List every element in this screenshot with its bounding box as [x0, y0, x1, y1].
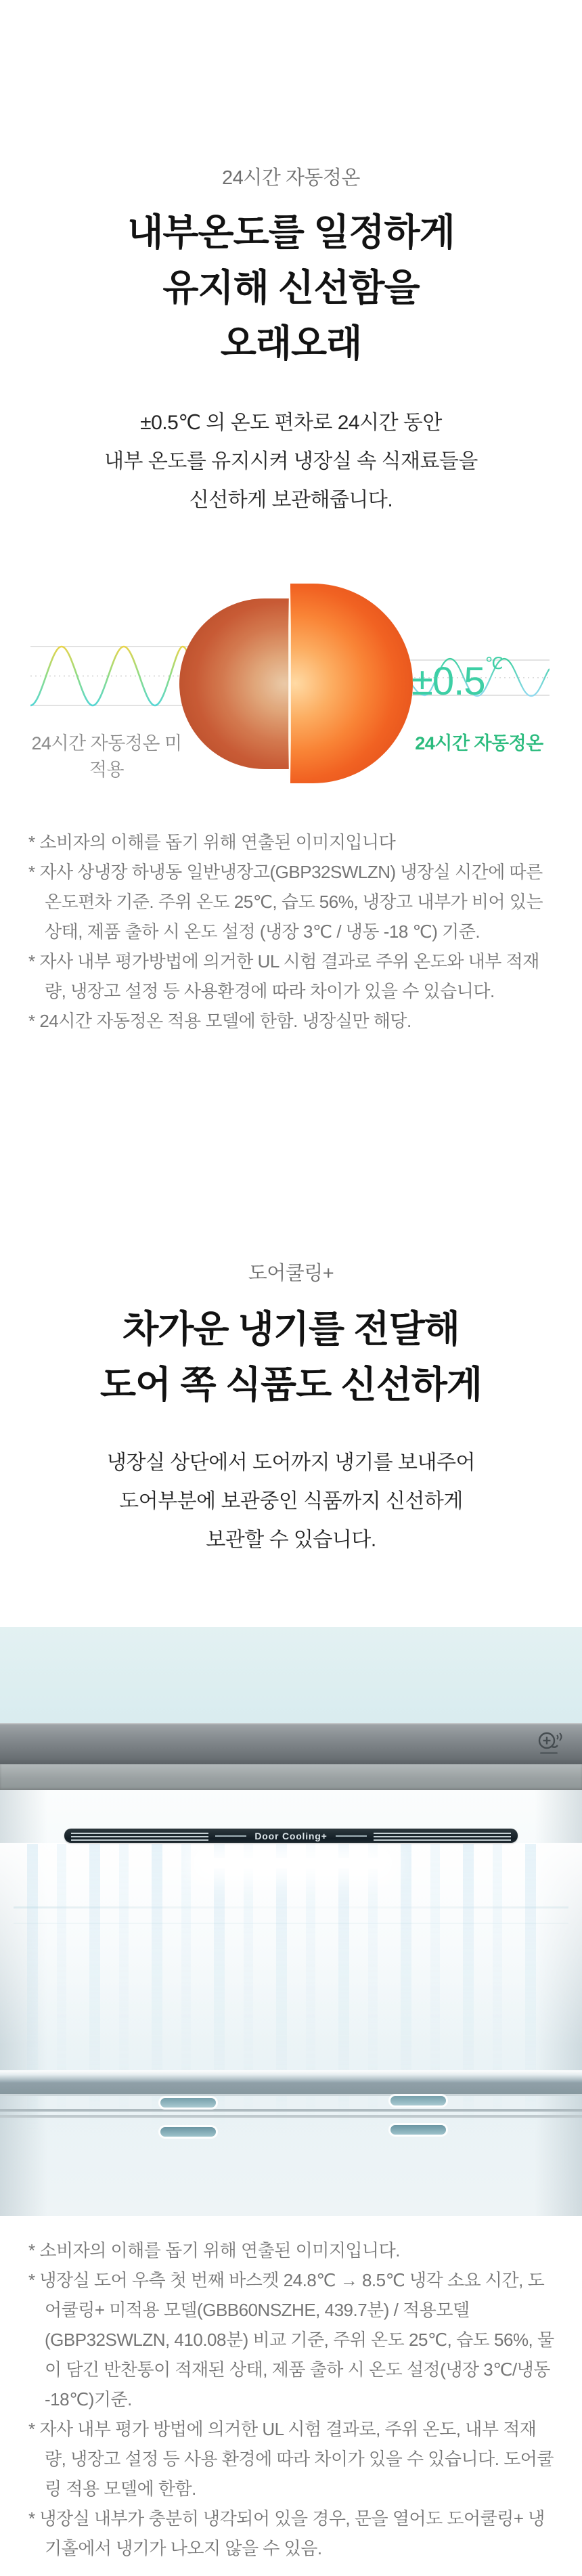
tomato-half-dull	[179, 598, 289, 769]
title-line: 차가운 냉기를 전달해	[122, 1308, 460, 1350]
footnote: * 자사 내부 평가방법에 의거한 UL 시험 결과로 주위 온도와 내부 적재량, 냉장고 설정 등 사용환경에 따라 차이가 있을 수 있습니다.	[28, 951, 539, 1001]
vent-grille-left	[71, 1831, 208, 1841]
tomato-cut-line	[288, 588, 291, 779]
door-cooling-vent	[64, 1829, 518, 1843]
cold-air-slot	[390, 2125, 446, 2135]
footnote: * 24시간 자동정온 적용 모델에 한함. 냉장실만 해당.	[28, 1011, 411, 1031]
subtitle-line: ±0.5℃ 의 온도 편차로 24시간 동안	[140, 412, 442, 434]
cold-air-slot	[390, 2096, 446, 2105]
footnote: * 냉장실 내부가 충분히 냉각되어 있을 경우, 문을 열어도 도어쿨링+ 냉기홀에서 냉기가 나오지 않을 수 있음.	[28, 2508, 545, 2558]
title-line: 내부온도를 일정하게	[127, 211, 455, 253]
footnote: * 소비자의 이해를 돕기 위해 연출된 이미지입니다.	[28, 2240, 401, 2261]
tomato-image	[179, 584, 413, 783]
auto-temp-figure	[0, 575, 582, 799]
subtitle-line: 도어부분에 보관중인 식품까지 신선하게	[119, 1490, 463, 1512]
fridge-interior	[0, 1790, 582, 2216]
vent-grille-right	[374, 1831, 511, 1841]
drawer-rail-top	[0, 2109, 582, 2112]
vent-light-glow	[203, 1858, 382, 1869]
subtitle-line: 신선하게 보관해줍니다.	[189, 489, 393, 511]
vent-dash-right	[336, 1835, 367, 1837]
cold-air-slot	[160, 2098, 216, 2108]
section-door-cooling-subtitle	[0, 1443, 582, 1559]
section-door-cooling-eyebrow: 도어쿨링+	[248, 1263, 334, 1284]
section-auto-temp-title	[0, 204, 582, 371]
temp-delta-value: ±0.5	[411, 659, 485, 703]
vent-label	[215, 1831, 366, 1841]
vent-dash-left	[215, 1835, 246, 1837]
fridge-cabinet-edge	[0, 1764, 582, 1790]
title-line: 도어 쪽 식품도 신선하게	[99, 1363, 483, 1405]
temp-delta-unit: ℃	[485, 655, 503, 673]
footnote: * 자사 상냉장 하냉동 일반냉장고(GBP32SWLZN) 냉장실 시간에 따른 온도편차 기준. 주위 온도 25℃, 습도 56%, 냉장고 내부가 비어 있는 상태, 제품 출하 시 온도 설정 (냉장 3℃ / 냉동 -18 ℃) 기준.	[28, 862, 543, 942]
footnote: * 자사 내부 평가 방법에 의거한 UL 시험 결과로, 주위 온도, 내부 적재량, 냉장고 설정 등 사용 환경에 따라 차이가 있을 수 있습니다. 도어쿨링 적용 모델에 한함.	[28, 2419, 554, 2499]
section-auto-temp-subtitle	[0, 403, 582, 519]
care-plus-icon	[535, 1730, 566, 1760]
shelf-front-trim	[0, 2082, 582, 2094]
door-cooling-figure	[0, 1627, 582, 2216]
background-wall	[0, 1627, 582, 1723]
door-cooling-footnotes	[28, 2235, 556, 2563]
temp-delta-badge	[411, 654, 502, 704]
caption-with-feature: 24시간 자동정온	[415, 733, 543, 754]
footnote: * 냉장실 도어 우측 첫 번째 바스켓 24.8℃ → 8.5℃ 냉각 소요 시간, 도어쿨링+ 미적용 모델(GBB60NSZHE, 439.7분) / 적용모델 (GBP32SWLZN, 410.08분) 비교 기준, 주위 온도 25℃, 습도 56%, 물이 담긴 반찬통이 적재된 상태, 제품 출하 시 온도 설정(냉장 3℃/냉동 -18℃)기준.	[28, 2270, 554, 2409]
section-door-cooling-title	[0, 1301, 582, 1412]
title-line: 오래오래	[220, 322, 362, 364]
shelf-front-metal	[0, 2070, 582, 2082]
tomato-half-fresh	[290, 584, 413, 783]
cold-air-slot	[160, 2127, 216, 2137]
subtitle-line: 냉장실 상단에서 도어까지 냉기를 보내주어	[107, 1451, 475, 1474]
footnote: * 소비자의 이해를 돕기 위해 연출된 이미지입니다	[28, 832, 396, 852]
caption-without-feature: 24시간 자동정온 미적용	[31, 733, 182, 780]
fridge-top-frame	[0, 1723, 582, 1764]
subtitle-line: 내부 온도를 유지시켜 냉장실 속 식재료들을	[104, 450, 478, 473]
shelf-lip	[0, 2094, 582, 2096]
title-line: 유지해 신선함을	[162, 267, 420, 309]
drawer-rail-bottom	[0, 2115, 582, 2118]
temp-wave-chart-without	[30, 643, 189, 709]
vent-label-text: Door Cooling+	[254, 1830, 328, 1841]
subtitle-line: 보관할 수 있습니다.	[206, 1529, 376, 1551]
auto-temp-footnotes	[28, 827, 556, 1036]
section-auto-temp-eyebrow: 24시간 자동정온	[222, 167, 360, 189]
